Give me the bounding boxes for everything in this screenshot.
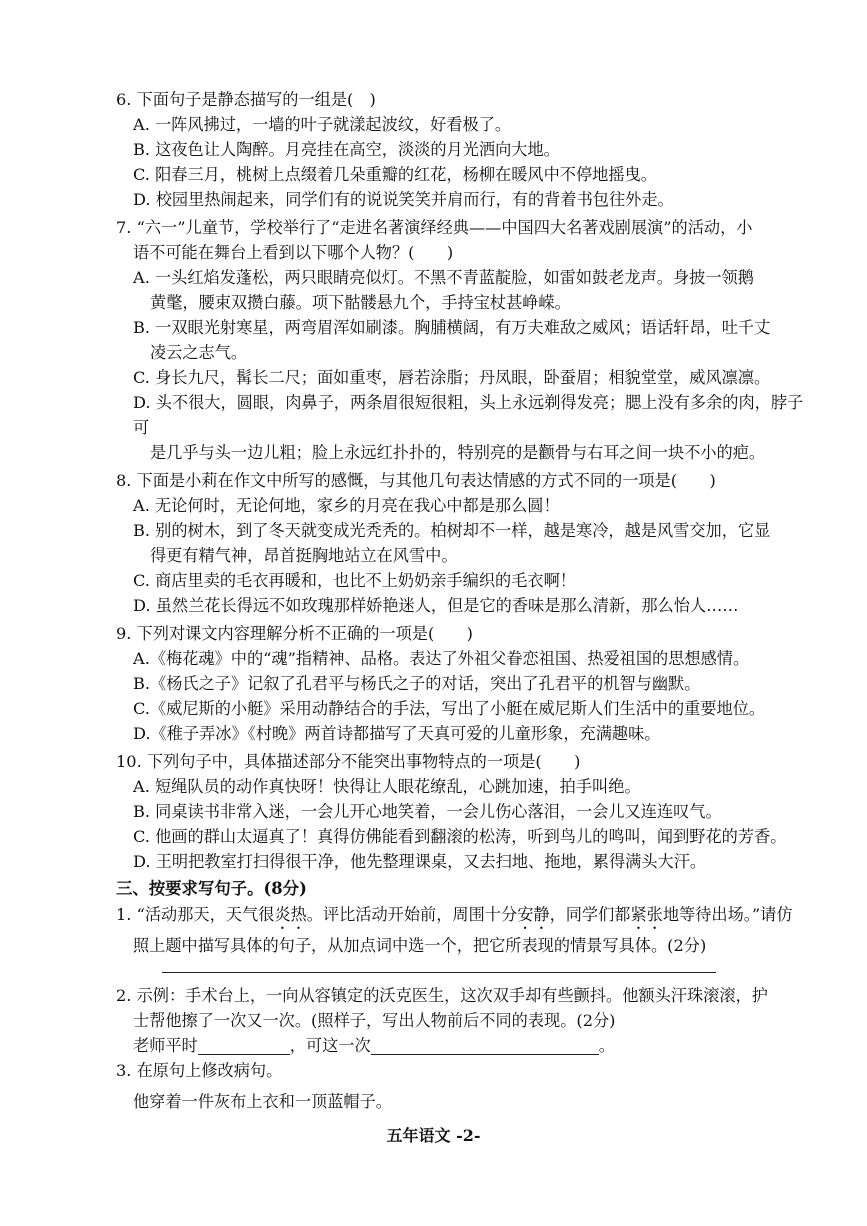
q2-fill-label-c: 。 [598, 1036, 615, 1055]
question-10-option-c: C. 他画的群山太逼真了！真得仿佛能看到翻滚的松涛，听到鸟儿的鸣叫，闻到野花的芳香。 [133, 827, 787, 846]
section-3-question-3-sentence[interactable]: 他穿着一件灰布上衣和一顶蓝帽子。 [133, 1092, 392, 1111]
q1-text-mid: 。评比活动开始前，周围十分 [306, 905, 518, 924]
q1-dotted-word-3: 紧张 [630, 905, 663, 924]
question-10 [116, 749, 807, 874]
question-9-stem: 9. 下列对课文内容理解分析不正确的一项是( ) [116, 624, 473, 643]
question-9-option-c: C.《威尼斯的小艇》采用动静结合的手法，写出了小艇在威尼斯人们生活中的重要地位。 [133, 699, 766, 718]
question-7-stem-line1: 7. “六一”儿童节，学校举行了“走进名著演绎经典——中国四大名著戏剧展演”的活动，小 [116, 218, 753, 237]
section-3-question-1-line1 [116, 902, 807, 933]
question-10-option-a: A. 短绳队员的动作真快呀！快得让人眼花缭乱，心跳加速，拍手叫绝。 [133, 777, 641, 796]
question-7-option-c: C. 身长九尺，髯长二尺；面如重枣，唇若涂脂；丹凤眼，卧蚕眉；相貌堂堂，威风凛凛。 [133, 368, 771, 387]
question-7-stem-line2: 语不可能在舞台上看到以下哪个人物？( ) [133, 243, 454, 262]
question-6-stem: 6. 下面句子是静态描写的一组是( ) [116, 90, 376, 109]
q1-text-mid2: ，同学们都 [549, 905, 631, 924]
question-8-option-b-line1: B. 别的树木，到了冬天就变成光秃秃的。柏树却不一样，越是寒冷，越是风雪交加，它显 [133, 521, 771, 540]
q1-dotted-word-2: 安静 [517, 905, 550, 924]
question-7-option-b-line2: 凌云之志气。 [150, 343, 248, 362]
question-6-option-b: B. 这夜色让人陶醉。月亮挂在高空，淡淡的月光洒向大地。 [133, 140, 560, 159]
answer-blank-2[interactable] [371, 1036, 599, 1055]
page-footer: 五年语文 -2- [386, 1126, 481, 1145]
question-10-stem: 10. 下列句子中，具体描述部分不能突出事物特点的一项是( ) [116, 752, 581, 771]
question-7-option-a [116, 265, 807, 315]
q2-fill-label-a: 老师平时 [133, 1036, 198, 1055]
question-8-stem: 8. 下面是小莉在作文中所写的感慨，与其他几句表达情感的方式不同的一项是( ) [116, 471, 716, 490]
section-3-question-3 [116, 1058, 807, 1114]
question-7-option-d [116, 390, 807, 465]
q1-text-pre: 1. “活动那天，天气很 [116, 905, 275, 924]
question-9-option-b: B.《杨氏之子》记叙了孔君平与杨氏之子的对话，突出了孔君平的机智与幽默。 [133, 674, 701, 693]
question-10-option-b: B. 同桌读书非常入迷，一会儿开心地笑着，一会儿伤心落泪，一会儿又连连叹气。 [133, 802, 722, 821]
answer-line[interactable] [162, 972, 716, 973]
question-8-option-b [116, 518, 807, 568]
question-7-option-d-line1: D. 头不很大，圆眼，肉鼻子，两条眉很短很粗，头上永远剃得发亮；腮上没有多余的肉，脖子可 [133, 393, 804, 437]
q2-fill-label-b: ，可这一次 [289, 1036, 371, 1055]
section-3-question-2-fill [116, 1033, 807, 1058]
question-8-option-b-line2: 得更有精气神，昂首挺胸地站立在风雪中。 [150, 546, 458, 565]
q1-dotted-word-1: 炎热 [274, 905, 307, 924]
question-8-option-c: C. 商店里卖的毛衣再暖和，也比不上奶奶亲手编织的毛衣啊！ [133, 571, 576, 590]
section-3-question-1-line2: 照上题中描写具体的句子，从加点词中选一个，把它所表现的情景写具体。(2分) [133, 936, 707, 955]
question-8-option-d: D. 虽然兰花长得远不如玫瑰那样娇艳迷人，但是它的香味是那么清新，那么怡人…… [133, 596, 739, 615]
section-3-question-2 [116, 983, 807, 1058]
question-8 [116, 468, 807, 618]
question-7-option-d-line2: 是几乎与头一边儿粗；脸上永远红扑扑的，特别亮的是颧骨与右耳之间一块不小的疤。 [150, 443, 766, 462]
section-3-title: 三、按要求写句子。(8分) [116, 879, 307, 898]
question-8-option-a: A. 无论何时，无论何地，家乡的月亮在我心中都是那么圆！ [133, 496, 560, 515]
question-6-option-c: C. 阳春三月，桃树上点缀着几朵重瓣的红花，杨柳在暖风中不停地摇曳。 [133, 165, 657, 184]
answer-blank-1[interactable] [198, 1036, 290, 1055]
section-3-question-1 [116, 902, 807, 973]
section-3-question-2-line1: 2. 示例：手术台上，一向从容镇定的沃克医生，这次双手却有些颤抖。他额头汗珠滚滚，护 [116, 986, 768, 1005]
question-7-option-b [116, 315, 807, 365]
question-9-option-d: D.《稚子弄冰》《村晚》两首诗都描写了天真可爱的儿童形象，充满趣味。 [133, 724, 661, 743]
question-7-option-a-line1: A. 一头红焰发蓬松，两只眼睛亮似灯。不黑不青蓝靛脸，如雷如鼓老龙声。身披一领鹅 [133, 268, 754, 287]
question-6-option-a: A. 一阵风拂过，一墙的叶子就漾起波纹，好看极了。 [133, 115, 512, 134]
question-9-option-a: A.《梅花魂》中的“魂”指精神、品格。表达了外祖父眷恋祖国、热爱祖国的思想感情。 [133, 649, 750, 668]
section-3-question-3-stem: 3. 在原句上修改病句。 [116, 1061, 283, 1080]
question-6 [116, 87, 807, 212]
question-7 [116, 215, 807, 465]
question-7-option-a-line2: 黄氅，腰束双攒白藤。项下骷髅悬九个，手持宝杖甚峥嵘。 [150, 293, 571, 312]
question-10-option-d: D. 王明把教室打扫得很干净，他先整理课桌，又去扫地、拖地，累得满头大汗。 [133, 852, 707, 871]
section-3-question-2-line2: 士帮他擦了一次又一次。(照样子，写出人物前后不同的表现。(2分) [133, 1011, 616, 1030]
question-7-option-b-line1: B. 一双眼光射寒星，两弯眉浑如刷漆。胸脯横阔，有万夫难敌之威风；语话轩昂，吐千丈 [133, 318, 771, 337]
question-6-option-d: D. 校园里热闹起来，同学们有的说说笑笑并肩而行，有的背着书包往外走。 [133, 190, 674, 209]
question-9 [116, 621, 807, 746]
q1-text-post: 地等待出场。”请仿 [662, 905, 793, 924]
